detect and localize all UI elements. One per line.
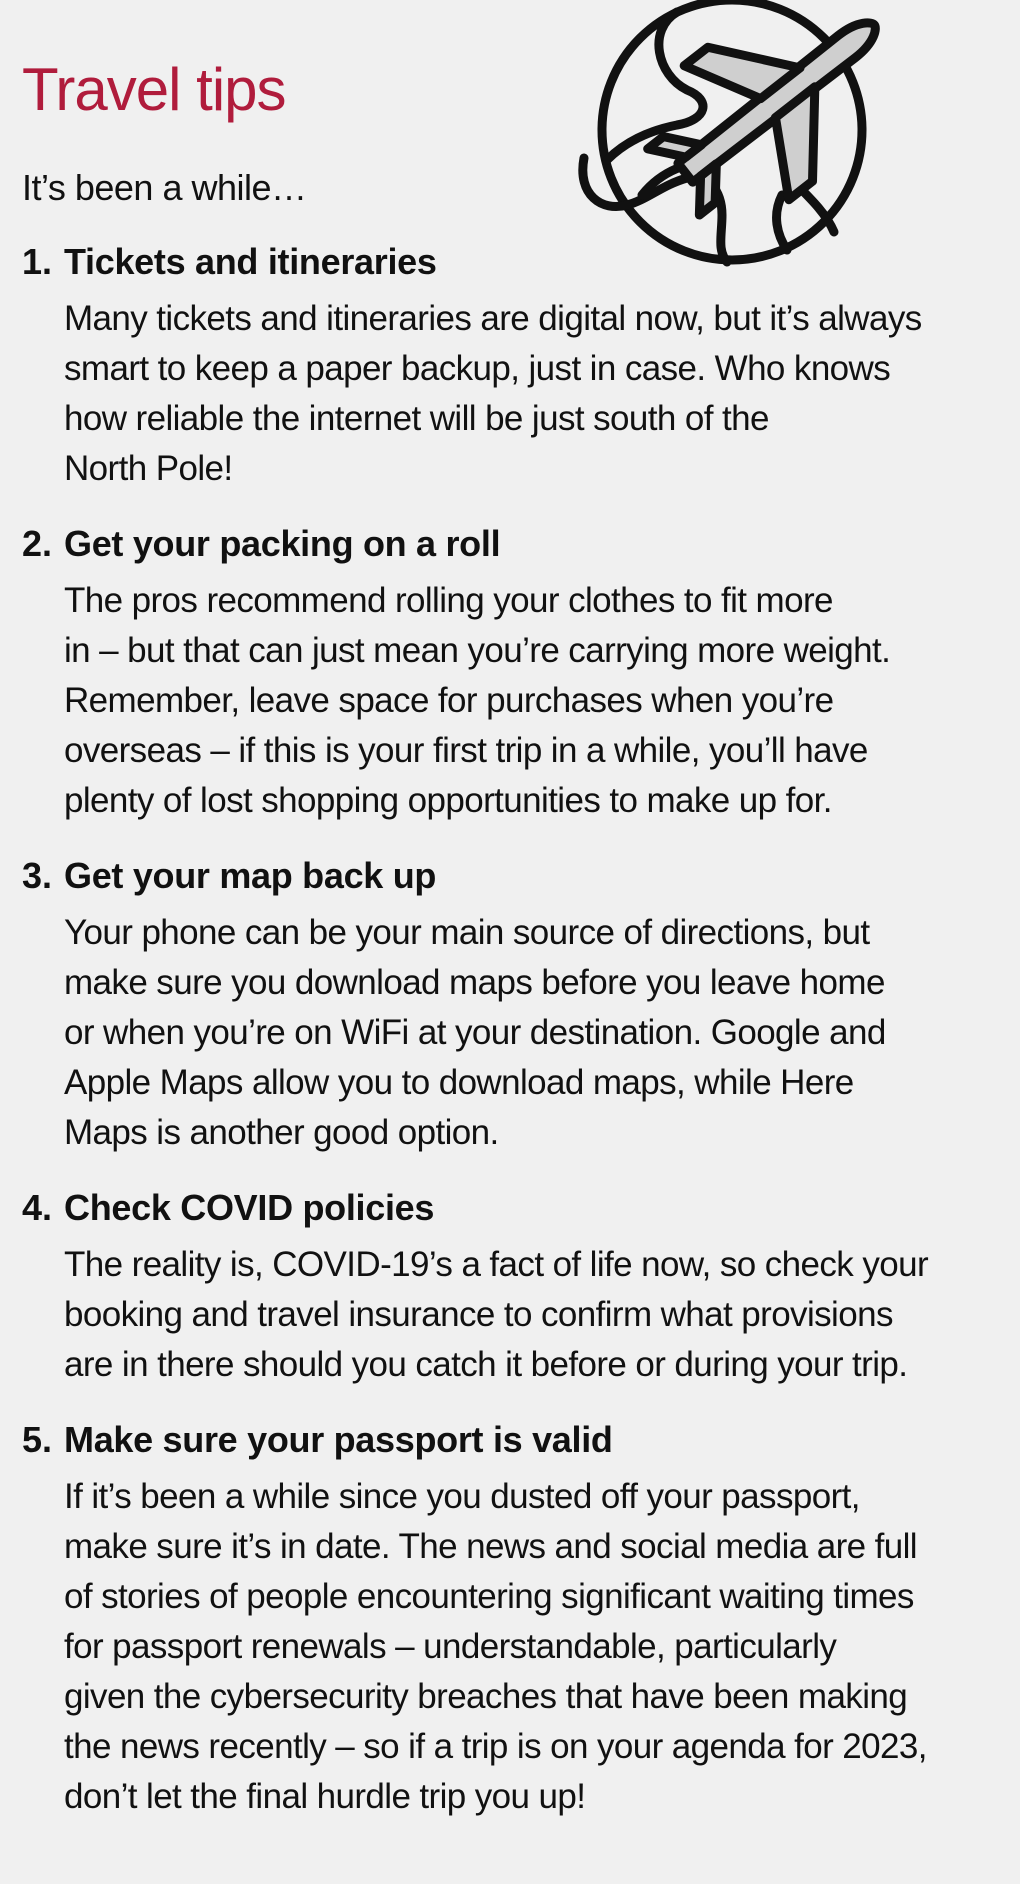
tip-line: make sure it’s in date. The news and social media are full: [64, 1527, 917, 1566]
tip-line: Your phone can be your main source of directions, but: [64, 913, 870, 952]
tip-line: overseas – if this is your first trip in a while, you’ll have: [64, 731, 868, 770]
tip-number: 1.: [22, 241, 53, 282]
tip-line: The reality is, COVID-19’s a fact of life now, so check your: [64, 1245, 929, 1284]
tip-heading: [0, 234, 1020, 290]
tip-line: If it’s been a while since you dusted off your passport,: [64, 1477, 860, 1516]
tip-line: Many tickets and itineraries are digital now, but it’s always: [64, 299, 922, 338]
tip-line: for passport renewals – understandable, particularly: [64, 1627, 837, 1666]
tip-body: [64, 908, 1014, 1158]
tip-line: The pros recommend rolling your clothes to fit more: [64, 581, 833, 620]
tip-title: Make sure your passport is valid: [64, 1419, 613, 1460]
tip-title: Get your packing on a roll: [64, 523, 501, 564]
tip-line: in – but that can just mean you’re carrying more weight.: [64, 631, 891, 670]
tip-line: or when you’re on WiFi at your destination. Google and: [64, 1013, 886, 1052]
tip-number: 5.: [22, 1419, 53, 1460]
tip-heading: [0, 516, 1020, 572]
tip-line: how reliable the internet will be just south of the: [64, 399, 769, 438]
tip-line: Remember, leave space for purchases when you’re: [64, 681, 834, 720]
tip-item: [0, 516, 1020, 826]
tip-line: are in there should you catch it before or during your trip.: [64, 1345, 908, 1384]
tip-line: smart to keep a paper backup, just in case. Who knows: [64, 349, 891, 388]
tip-item: [0, 1412, 1020, 1822]
tip-number: 4.: [22, 1187, 53, 1228]
tip-line: booking and travel insurance to confirm what provisions: [64, 1295, 893, 1334]
tip-number: 2.: [22, 523, 53, 564]
page-title: Travel tips: [22, 56, 286, 123]
tips-list: [0, 234, 1020, 1844]
tip-line: make sure you download maps before you leave home: [64, 963, 885, 1002]
tip-line: the news recently – so if a trip is on your agenda for 2023,: [64, 1727, 927, 1766]
tip-line: Maps is another good option.: [64, 1113, 499, 1152]
tip-line: plenty of lost shopping opportunities to make up for.: [64, 781, 832, 820]
tip-heading: [0, 848, 1020, 904]
tip-title: Check COVID policies: [64, 1187, 435, 1228]
tip-body: [64, 1240, 1014, 1390]
globe-airplane-icon: [572, 0, 892, 270]
tip-heading: [0, 1412, 1020, 1468]
tip-item: [0, 848, 1020, 1158]
tip-line: North Pole!: [64, 449, 233, 488]
tip-body: [64, 1472, 1014, 1822]
tip-body: [64, 576, 1014, 826]
tip-number: 3.: [22, 855, 53, 896]
tip-body: [64, 294, 1014, 494]
tip-item: [0, 1180, 1020, 1390]
tip-heading: [0, 1180, 1020, 1236]
tip-title: Tickets and itineraries: [64, 241, 437, 282]
tip-line: Apple Maps allow you to download maps, while Here: [64, 1063, 854, 1102]
tip-title: Get your map back up: [64, 855, 437, 896]
tip-line: don’t let the final hurdle trip you up!: [64, 1777, 586, 1816]
intro-text: It’s been a while…: [22, 167, 307, 208]
tip-item: [0, 234, 1020, 494]
tip-line: of stories of people encountering significant waiting times: [64, 1577, 914, 1616]
tip-line: given the cybersecurity breaches that have been making: [64, 1677, 908, 1716]
